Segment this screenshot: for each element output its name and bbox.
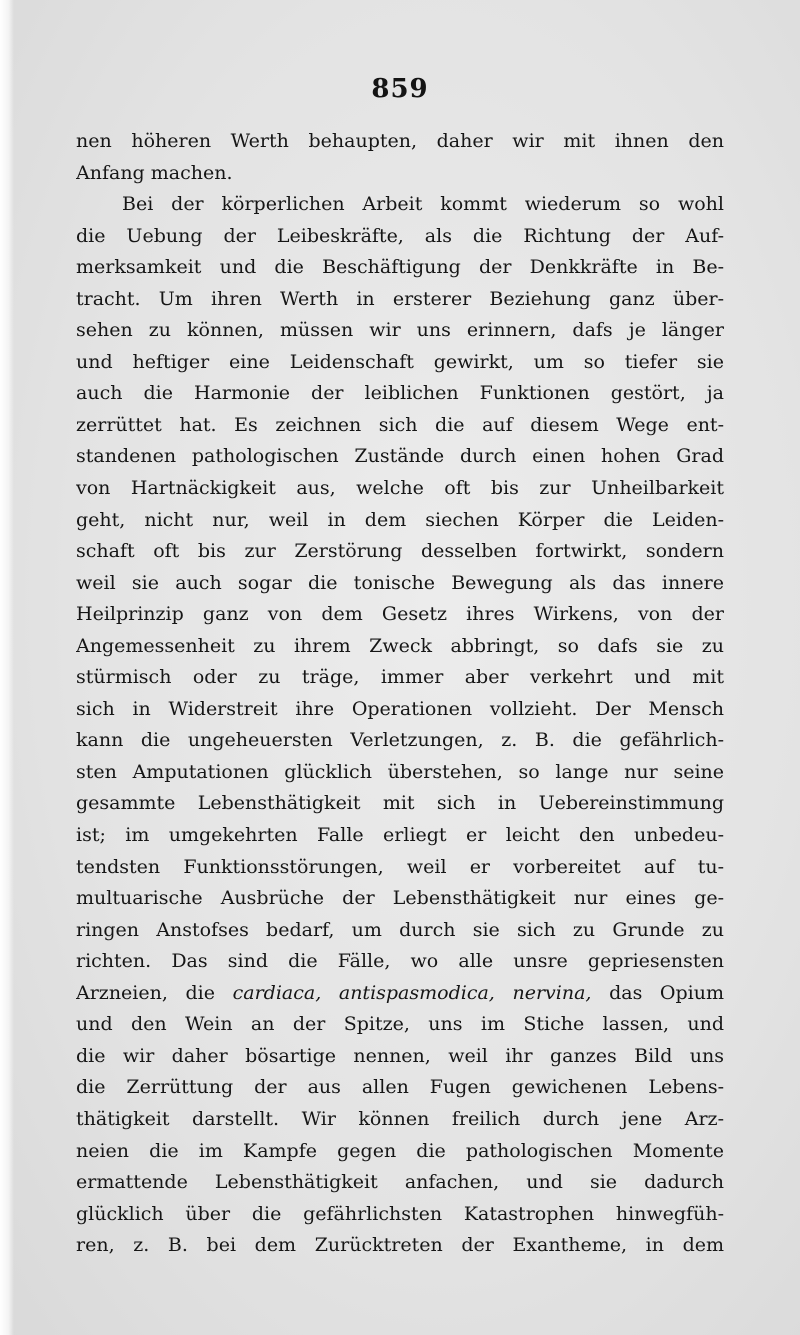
text-line: merksamkeit und die Beschäftigung der Denkkräfte in Be- xyxy=(76,256,724,279)
text-line: multuarische Ausbrüche der Lebensthätigkeit nur eines ge- xyxy=(76,887,724,910)
text-line: standenen pathologischen Zustände durch einen hohen Grad xyxy=(76,445,724,468)
text-line: die wir daher bösartige nennen, weil ihr ganzes Bild uns xyxy=(76,1044,724,1067)
text-line: Angemessenheit zu ihrem Zweck abbringt, so dafs sie zu xyxy=(76,634,724,657)
text-line xyxy=(76,978,724,1010)
text-line: tracht. Um ihren Werth in ersterer Beziehung ganz über- xyxy=(76,287,724,310)
page-edge-shadow xyxy=(0,0,14,1335)
text-line: und den Wein an der Spitze, uns im Stiche lassen, und xyxy=(76,1013,724,1036)
text-line: stürmisch oder zu träge, immer aber verkehrt und mit xyxy=(76,666,724,689)
text-line: sehen zu können, müssen wir uns erinnern, dafs je länger xyxy=(76,319,724,342)
text-line: thätigkeit darstellt. Wir können freilich durch jene Arz- xyxy=(76,1107,724,1130)
text-line: neien die im Kampfe gegen die pathologischen Momente xyxy=(76,1139,724,1162)
text-line: zerrüttet hat. Es zeichnen sich die auf diesem Wege ent- xyxy=(76,413,724,436)
text-line: tendsten Funktionsstörungen, weil er vorbereitet auf tu- xyxy=(76,855,724,878)
text-line: Anfang machen. xyxy=(76,161,233,184)
text-line: richten. Das sind die Fälle, wo alle unsre gepriesensten xyxy=(76,950,724,973)
text-line: Heilprinzip ganz von dem Gesetz ihres Wirkens, von der xyxy=(76,603,724,626)
text-line: nen höheren Werth behaupten, daher wir mit ihnen den xyxy=(76,130,724,152)
text-line: ist; im umgekehrten Falle erliegt er leicht den unbedeu- xyxy=(76,824,724,847)
text-line: weil sie auch sogar die tonische Bewegung als das innere xyxy=(76,571,724,594)
text-segment: das Opium xyxy=(591,981,724,1004)
text-line: und heftiger eine Leidenschaft gewirkt, um so tiefer sie xyxy=(76,350,724,373)
body-text xyxy=(76,126,724,1262)
text-line: glücklich über die gefährlichsten Katastrophen hinwegfüh- xyxy=(76,1202,724,1225)
italic-text: cardiaca, antispasmodica, nervina, xyxy=(232,981,592,1004)
text-line: sten Amputationen glücklich überstehen, so lange nur seine xyxy=(76,760,724,783)
page-number: 859 xyxy=(371,74,429,104)
text-line: gesammte Lebensthätigkeit mit sich in Uebereinstimmung xyxy=(76,792,724,815)
text-line: von Hartnäckigkeit aus, welche oft bis zur Unheilbarkeit xyxy=(76,477,724,500)
text-line: auch die Harmonie der leiblichen Funktionen gestört, ja xyxy=(76,382,724,405)
text-line: ringen Anstofses bedarf, um durch sie sich zu Grunde zu xyxy=(76,918,724,941)
text-line: die Zerrüttung der aus allen Fugen gewichenen Lebens- xyxy=(76,1076,724,1099)
text-line: die Uebung der Leibeskräfte, als die Richtung der Auf- xyxy=(76,224,724,247)
text-line: ren, z. B. bei dem Zurücktreten der Exantheme, in dem xyxy=(76,1234,724,1257)
text-line: Bei der körperlichen Arbeit kommt wiederum so wohl xyxy=(122,193,724,216)
text-line: geht, nicht nur, weil in dem siechen Körper die Leiden- xyxy=(76,508,724,531)
text-line: schaft oft bis zur Zerstörung desselben fortwirkt, sondern xyxy=(76,540,724,563)
text-line: ermattende Lebensthätigkeit anfachen, und sie dadurch xyxy=(76,1171,724,1194)
text-line: kann die ungeheuersten Verletzungen, z. B. die gefährlich- xyxy=(76,729,724,752)
text-line: sich in Widerstreit ihre Operationen vollzieht. Der Mensch xyxy=(76,697,724,720)
text-segment: Arzneien, die xyxy=(76,981,233,1004)
